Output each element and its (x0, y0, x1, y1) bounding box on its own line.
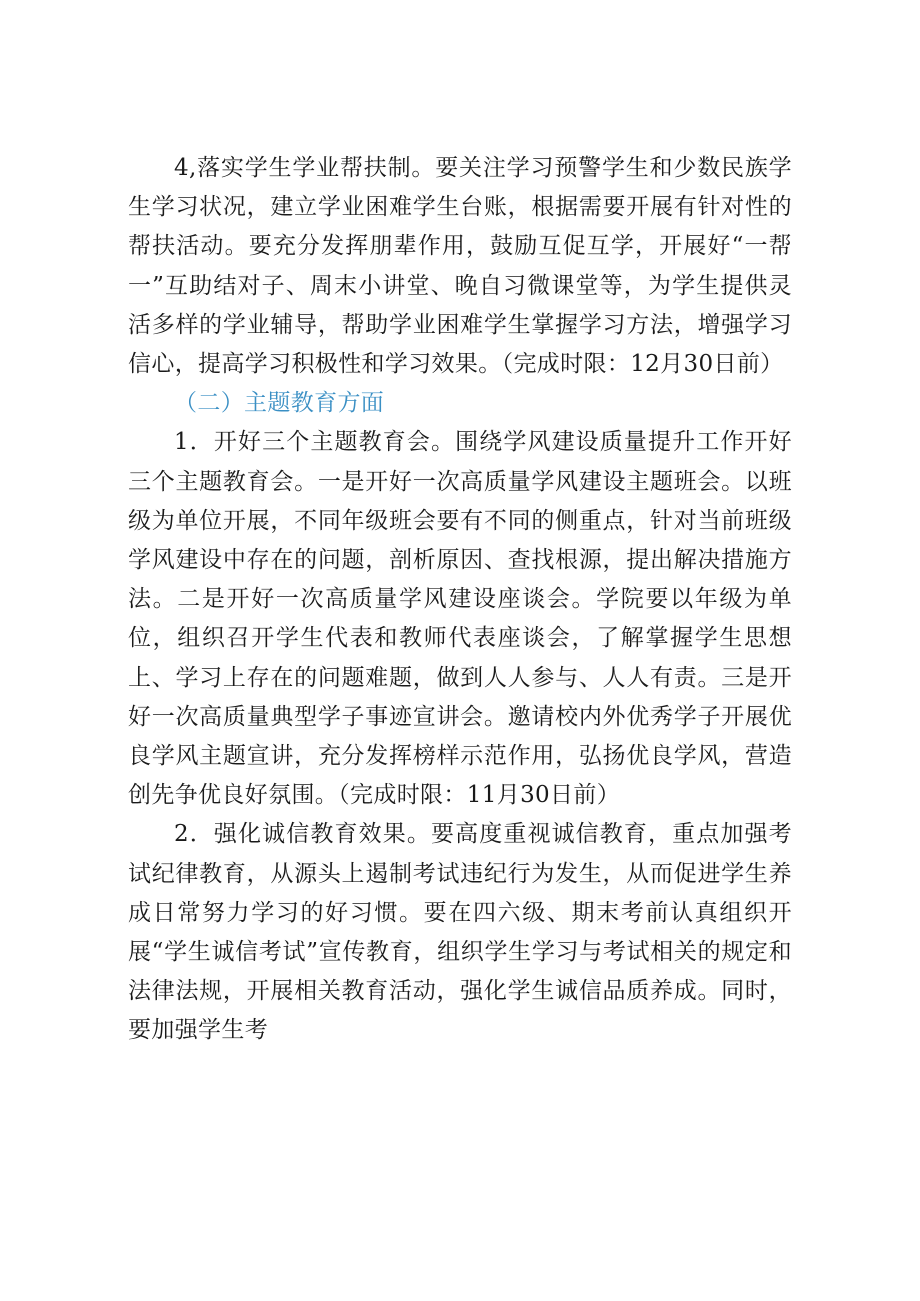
document-body (128, 149, 792, 1051)
paragraph-theme-meetings: 1．开好三个主题教育会。围绕学风建设质量提升工作开好三个主题教育会。一是开好一次高质量学风建设主题班会。以班级为单位开展，不同年级班会要有不同的侧重点，针对当前班级学风建设中存在的问题，剖析原因、查找根源，提出解决措施方法。二是开好一次高质量学风建设座谈会。学院要以年级为单位，组织召开学生代表和教师代表座谈会，了解掌握学生思想上、学习上存在的问题难题，做到人人参与、人人有责。三是开好一次高质量典型学子事迹宣讲会。邀请校内外优秀学子开展优良学风主题宣讲，充分发挥榜样示范作用，弘扬优良学风，营造创先争优良好氛围。（完成时限：11月30日前） (128, 429, 792, 809)
section-heading-theme-education: （二）主题教育方面 (174, 390, 385, 417)
paragraph-integrity-education: 2．强化诚信教育效果。要高度重视诚信教育，重点加强考试纪律教育，从源头上遏制考试违纪行为发生，从而促进学生养成日常努力学习的好习惯。要在四六级、期末考前认真组织开展“学生诚信考试”宣传教育，组织学生学习与考试相关的规定和法律法规，开展相关教育活动，强化学生诚信品质养成。同时，要加强学生考 (128, 821, 792, 1044)
paragraph-academic-support: 4,落实学生学业帮扶制。要关注学习预警学生和少数民族学生学习状况，建立学业困难学生台账，根据需要开展有针对性的帮扶活动。要充分发挥朋辈作用，鼓励互促互学，开展好“一帮一”互助结对子、周末小讲堂、晚自习微课堂等，为学生提供灵活多样的学业辅导，帮助学业困难学生掌握学习方法，增强学习信心，提高学习积极性和学习效果。（完成时限：12月30日前） (128, 155, 792, 378)
